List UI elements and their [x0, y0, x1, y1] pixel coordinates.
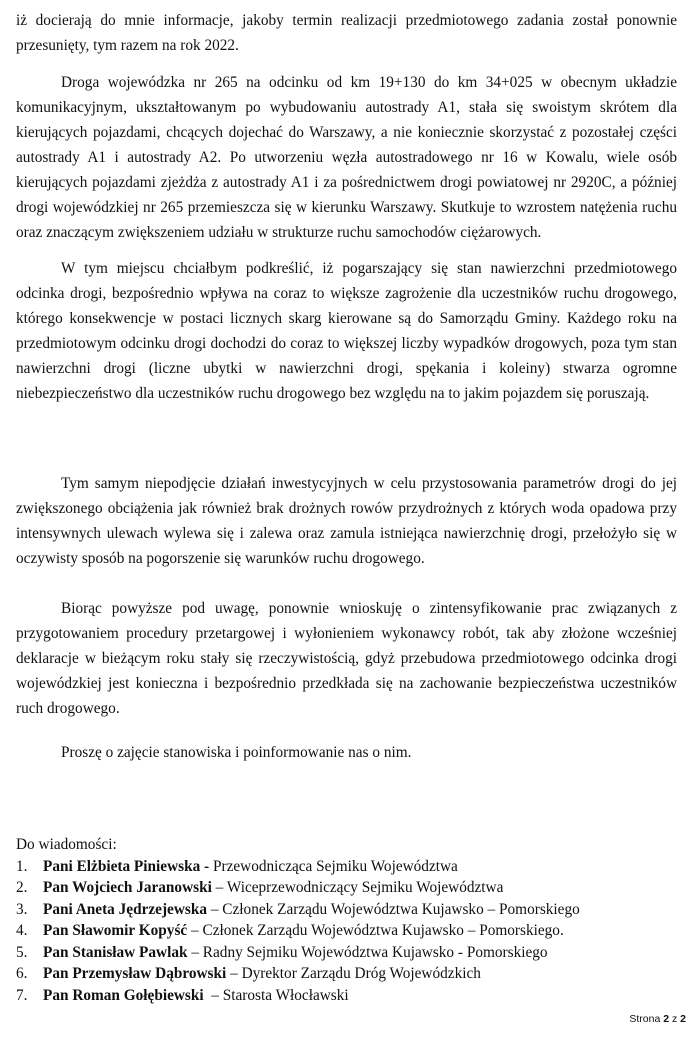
cc-item-role: Przewodnicząca Sejmiku Województwa: [209, 857, 458, 875]
cc-title: Do wiadomości:: [16, 836, 117, 853]
cc-item-name: Pan Przemysław Dąbrowski: [43, 965, 227, 982]
cc-item-name: Pan Roman Gołębiewski: [43, 986, 204, 1004]
cc-item-role: – Dyrektor Zarządu Dróg Wojewódzkich: [226, 965, 481, 982]
cc-item-name: Pan Sławomir Kopyść: [43, 922, 188, 939]
cc-item-role: – Starosta Włocławski: [203, 986, 349, 1004]
cc-item-number: 6.: [16, 965, 28, 982]
cc-item: [16, 985, 686, 1007]
cc-item-number: 7.: [16, 986, 28, 1004]
page-current: 2: [663, 1013, 670, 1025]
cc-item-number: 3.: [16, 900, 28, 918]
cc-item: [16, 920, 686, 942]
cc-item: [16, 856, 686, 878]
cc-item-role: – Członek Zarządu Województwa Kujawsko – Pomorskiego.: [187, 922, 564, 939]
cc-item-name: Pani Aneta Jędrzejewska: [43, 900, 207, 918]
cc-item-role: – Wiceprzewodniczący Sejmiku Województwa: [211, 879, 504, 896]
page-label: Strona: [629, 1013, 661, 1025]
paragraph-intro: iż docierają do mnie informacje, jakoby termin realizacji przedmiotowego zadania został ponownie przesunięty, tym razem na rok 2022.: [16, 12, 677, 54]
cc-section: [16, 834, 686, 1006]
cc-item-name: Pan Wojciech Jaranowski: [43, 879, 212, 896]
cc-item: [16, 942, 686, 964]
paragraph-request: Biorąc powyższe pod uwagę, ponownie wnioskuję o zintensyfikowanie prac związanych z przygotowaniem procedury przetargowej i wyłonieniem wykonawcy robót, tak aby złożone wcześniej deklaracje w bieżącym roku stały się rzeczywistością, gdyż przebudowa przedmiotowego odcinka drogi wojewódzkiej jest konieczna i bezpośrednio przedkłada się na zachowanie bezpieczeństwa uczestników ruch drogowego.: [16, 600, 677, 717]
cc-item-name: Pan Stanisław Pawlak: [43, 943, 188, 961]
cc-item-number: 5.: [16, 943, 28, 961]
page-total: 2: [680, 1013, 686, 1025]
cc-item-number: 1.: [16, 857, 28, 875]
cc-item: [16, 963, 686, 985]
cc-item-name: Pani Elżbieta Piniewska -: [43, 857, 210, 875]
paragraph-road-condition: W tym miejscu chciałbym podkreślić, iż pogarszający się stan nawierzchni przedmiotowego odcinka drogi, bezpośrednio wpływa na coraz to większe zagrożenie dla uczestników ruchu drogowego, którego konsekwencje w postaci licznych skarg kierowane są do Samorządu Gminy. Każdego roku na przedmiotowym odcinku drogi dochodzi do coraz to większej liczby wypadków drogowych, poza tym stan nawierzchni drogi (liczne ubytki w nawierzchni drogi, spękania i koleiny) stwarza ogromne niebezpieczeństwo dla uczestników ruchu drogowego bez względu na to jakim pojazdem się poruszają.: [16, 260, 677, 402]
cc-item-role: – Radny Sejmiku Województwa Kujawsko - Pomorskiego: [187, 943, 548, 961]
paragraph-closing: Proszę o zajęcie stanowiska i poinformowanie nas o nim.: [61, 744, 412, 761]
cc-item-number: 4.: [16, 922, 28, 939]
cc-list: [16, 856, 686, 1007]
cc-item: [16, 877, 686, 899]
paragraph-drainage: Tym samym niepodjęcie działań inwestycyjnych w celu przystosowania parametrów drogi do jej zwiększonego obciążenia jak również brak drożnych rowów przydrożnych z których woda opadowa przy intensywnych ulewach wylewa się i zalewa oraz zamula istniejąca nawierzchnię drogi, przełożyło się w oczywisty sposób na pogorszenie się warunków ruchu drogowego.: [16, 475, 677, 567]
page-separator: z: [671, 1013, 678, 1025]
cc-item-role: – Członek Zarządu Województwa Kujawsko – Pomorskiego: [207, 900, 580, 918]
cc-item-number: 2.: [16, 879, 28, 896]
cc-item: [16, 899, 686, 921]
page-number-footer: [629, 1013, 686, 1025]
paragraph-road-description: Droga wojewódzka nr 265 na odcinku od km 19+130 do km 34+025 w obecnym układzie komunikacyjnym, ukształtowanym po wybudowaniu autostrady A1, stała się swoistym skrótem dla kierujących pojazdami, chcących dojechać do Warszawy, a nie koniecznie skorzystać z pozostałej części autostrady A1 i autostrady A2. Po utworzeniu węzła autostradowego nr 16 w Kowalu, wiele osób kierujących pojazdami zjeżdża z autostrady A1 i za pośrednictwem drogi powiatowej nr 2920C, a później drogi wojewódzkiej nr 265 przemieszcza się w kierunku Warszawy. Skutkuje to wzrostem natężenia ruchu oraz znaczącym zwiększeniem udziału w strukturze ruchu samochodów ciężarowych.: [16, 74, 677, 241]
